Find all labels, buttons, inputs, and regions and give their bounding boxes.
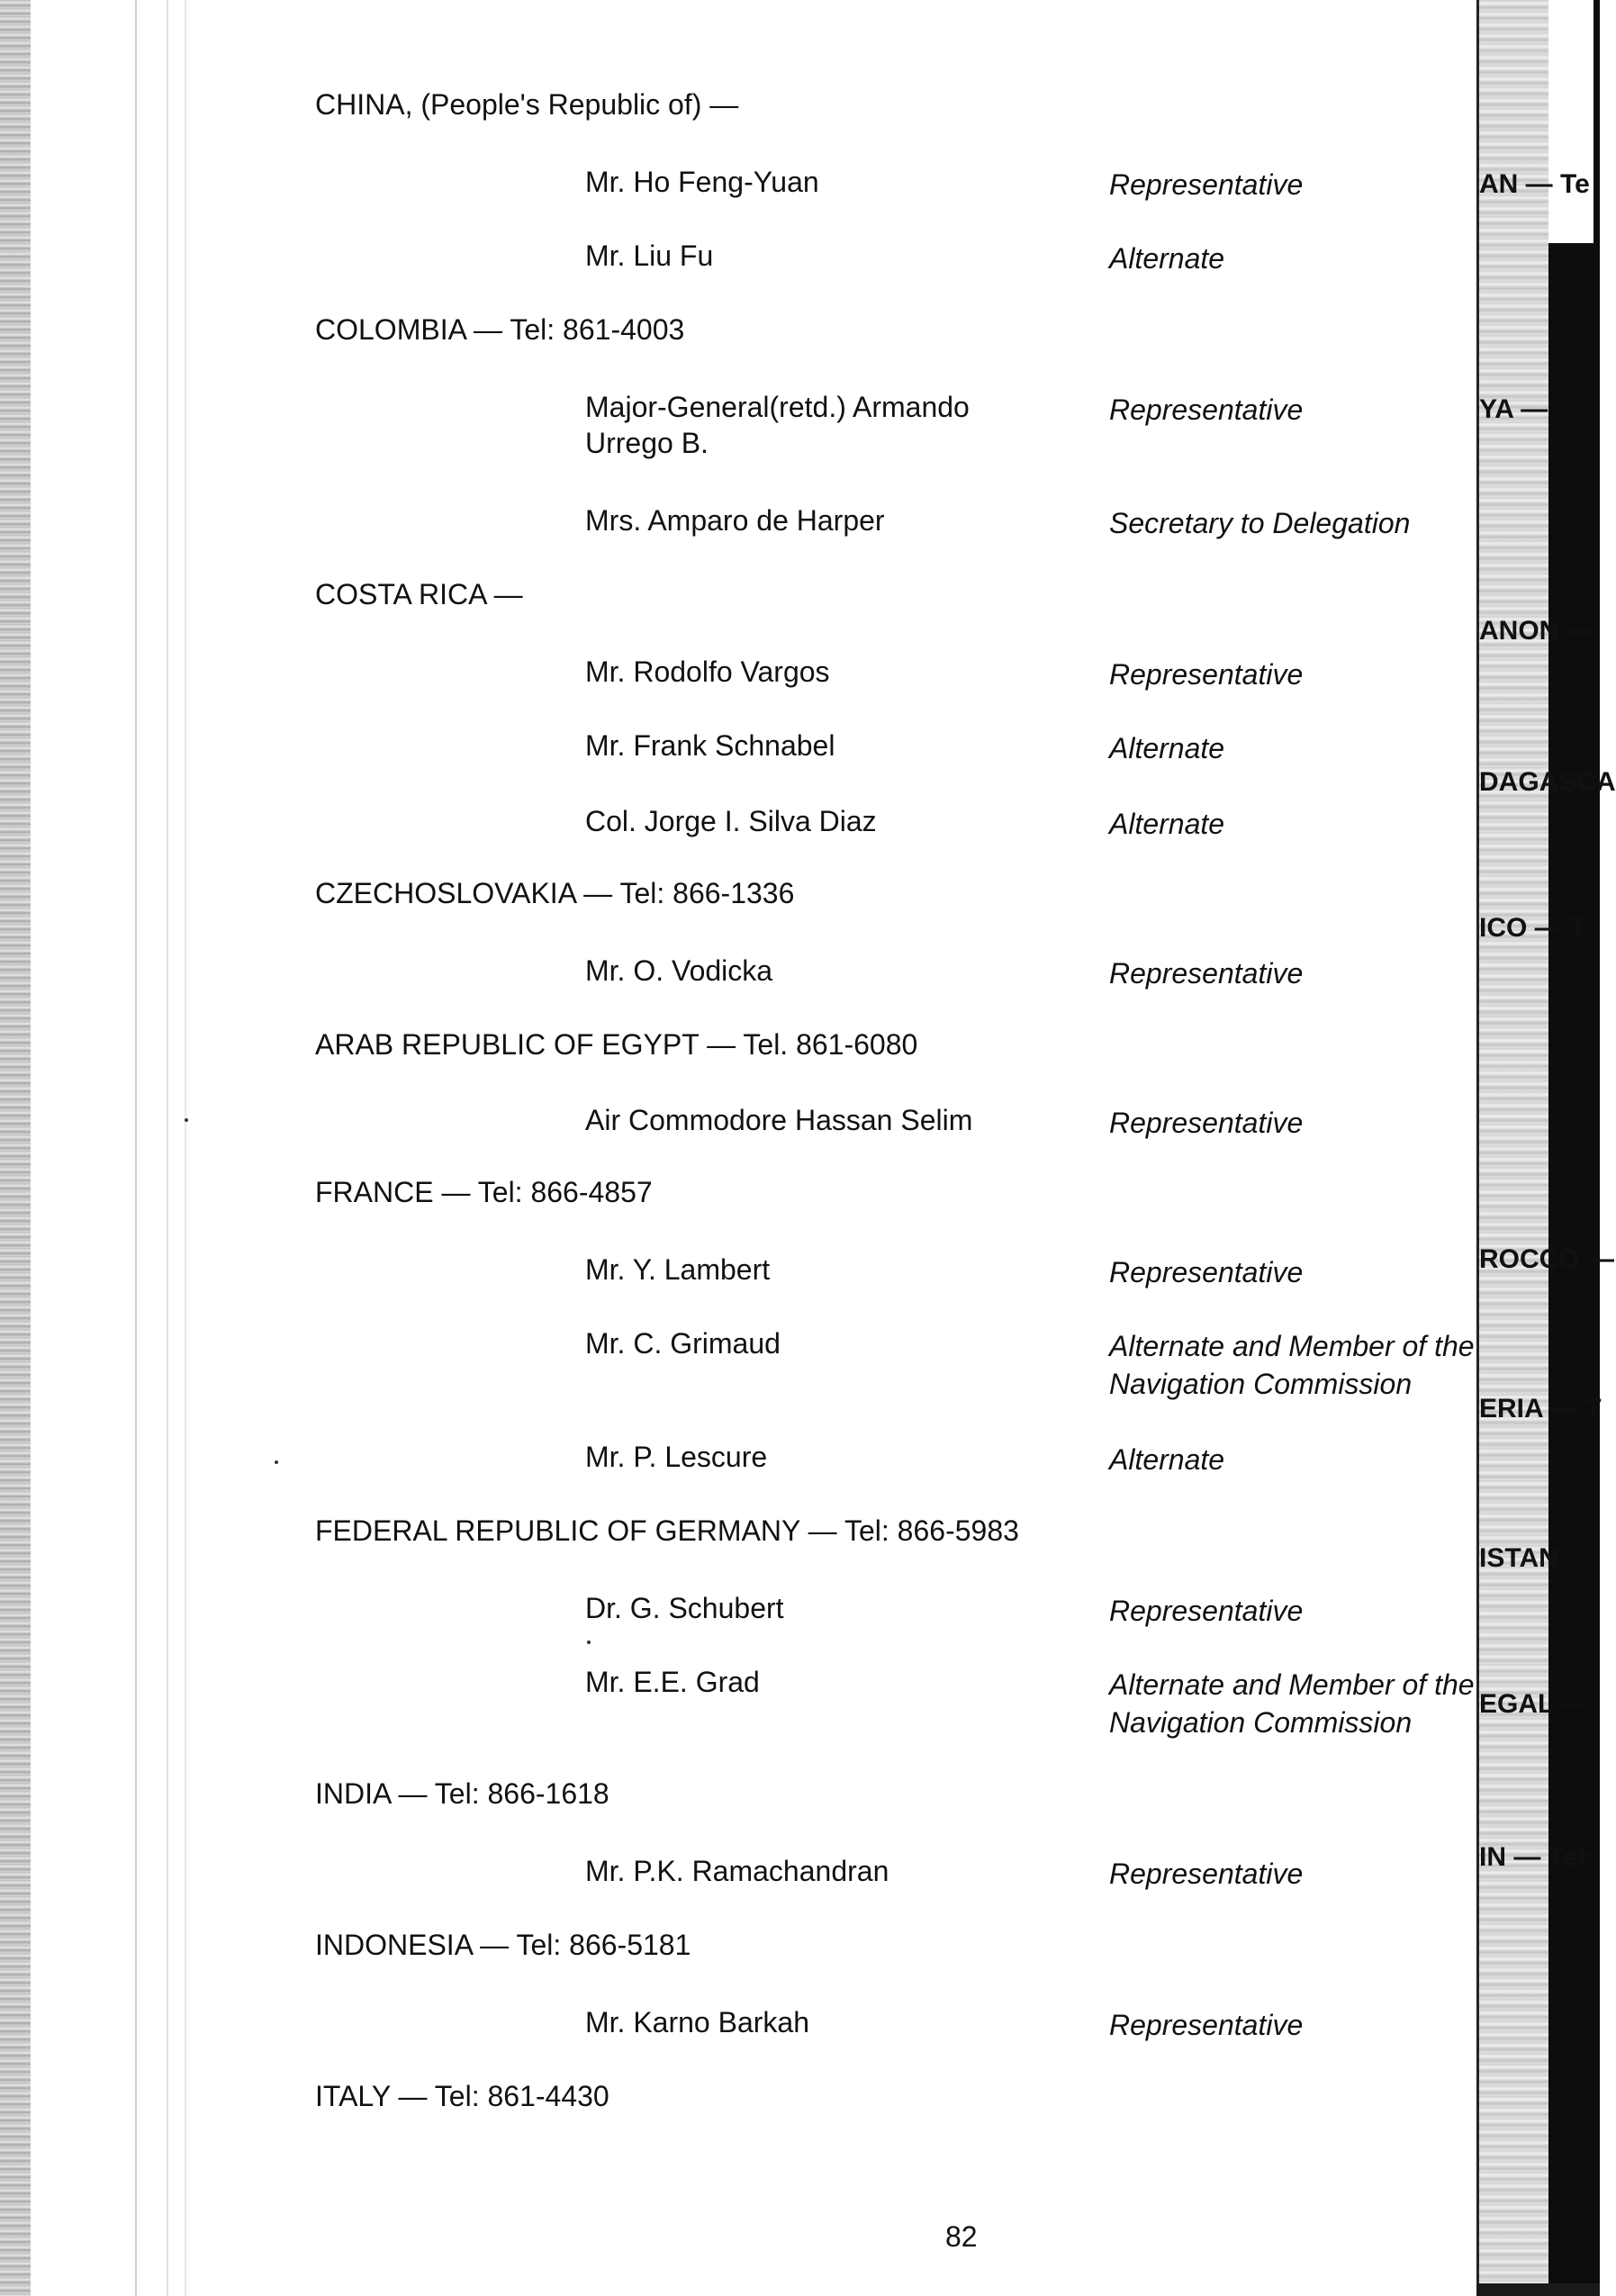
member-name: Mr. Liu Fu: [585, 240, 714, 272]
member-role: Alternate: [1109, 242, 1225, 275]
member-name: Mr. P. Lescure: [585, 1441, 768, 1473]
member-role: Alternate: [1109, 1443, 1225, 1476]
scan-speck: [185, 1118, 188, 1122]
member-role: Secretary to Delegation: [1109, 507, 1411, 539]
member-name: Dr. G. Schubert: [585, 1592, 784, 1624]
member-role: Representative: [1109, 1107, 1304, 1139]
member-role: Representative: [1109, 2009, 1304, 2041]
member-name: Mr. C. Grimaud: [585, 1327, 781, 1360]
country-heading: ITALY — Tel: 861-4430: [315, 2080, 609, 2112]
member-role: Representative: [1109, 658, 1304, 691]
facing-page-edge: [1476, 0, 1551, 2296]
member-name: Mr. P.K. Ramachandran: [585, 1855, 889, 1887]
member-role: Representative: [1109, 168, 1304, 201]
scan-speck: [587, 1641, 591, 1644]
member-name: Mr. Rodolfo Vargos: [585, 655, 830, 688]
member-role: Alternate and Member of the Navigation Commission: [1109, 1330, 1475, 1400]
facing-page-fragment: ISTAN: [1479, 1543, 1558, 1573]
member-name: Mr. Ho Feng-Yuan: [585, 166, 819, 198]
member-name: Mr. Karno Barkah: [585, 2006, 809, 2038]
facing-page-fragment: IN — Tel:: [1479, 1842, 1594, 1872]
facing-page-fragment: ICO — T: [1479, 913, 1586, 943]
member-role: Alternate: [1109, 732, 1225, 764]
member-name: Col. Jorge I. Silva Diaz: [585, 805, 877, 837]
country-heading: ARAB REPUBLIC OF EGYPT — Tel. 861-6080: [315, 1028, 918, 1061]
page-number: 82: [945, 2220, 978, 2253]
facing-page-fragment: ERIA — T: [1479, 1394, 1602, 1424]
member-role: Representative: [1109, 393, 1304, 426]
scan-shadow: [1476, 2283, 1600, 2296]
scan-shadow: [1548, 0, 1600, 2296]
member-name: Mr. E.E. Grad: [585, 1666, 760, 1698]
facing-page-fragment: ANON —: [1479, 616, 1593, 646]
facing-page-fragment: AN — Te: [1479, 169, 1590, 199]
facing-page-fragment: EGAL —: [1479, 1689, 1589, 1719]
facing-page-fragment: ROCCO —: [1479, 1244, 1614, 1274]
country-heading: COLOMBIA — Tel: 861-4003: [315, 313, 685, 346]
member-name: Mr. O. Vodicka: [585, 954, 773, 987]
member-name: Mr. Frank Schnabel: [585, 729, 835, 762]
scan-speck: [275, 1460, 278, 1464]
member-role: Representative: [1109, 1858, 1304, 1890]
member-name: Major-General(retd.) Armando Urrego B.: [585, 391, 970, 459]
member-role: Alternate and Member of the Navigation Commission: [1109, 1668, 1475, 1739]
country-heading: CHINA, (People's Republic of) —: [315, 88, 739, 121]
country-heading: COSTA RICA —: [315, 578, 523, 610]
member-name: Air Commodore Hassan Selim: [585, 1104, 973, 1136]
member-role: Representative: [1109, 1595, 1304, 1627]
scan-margin: [1548, 0, 1593, 243]
country-heading: FRANCE — Tel: 866-4857: [315, 1176, 653, 1208]
facing-page-fragment: DAGASCA: [1479, 767, 1616, 797]
member-role: Representative: [1109, 957, 1304, 990]
member-role: Representative: [1109, 1256, 1304, 1288]
facing-page-fragment: YA —: [1479, 394, 1548, 424]
member-name: Mrs. Amparo de Harper: [585, 504, 885, 537]
country-heading: INDIA — Tel: 866-1618: [315, 1777, 609, 1810]
country-heading: CZECHOSLOVAKIA — Tel: 866-1336: [315, 877, 795, 909]
country-heading: FEDERAL REPUBLIC OF GERMANY — Tel: 866-5983: [315, 1514, 1019, 1547]
member-name: Mr. Y. Lambert: [585, 1253, 771, 1286]
country-heading: INDONESIA — Tel: 866-5181: [315, 1929, 691, 1961]
member-role: Alternate: [1109, 808, 1225, 840]
